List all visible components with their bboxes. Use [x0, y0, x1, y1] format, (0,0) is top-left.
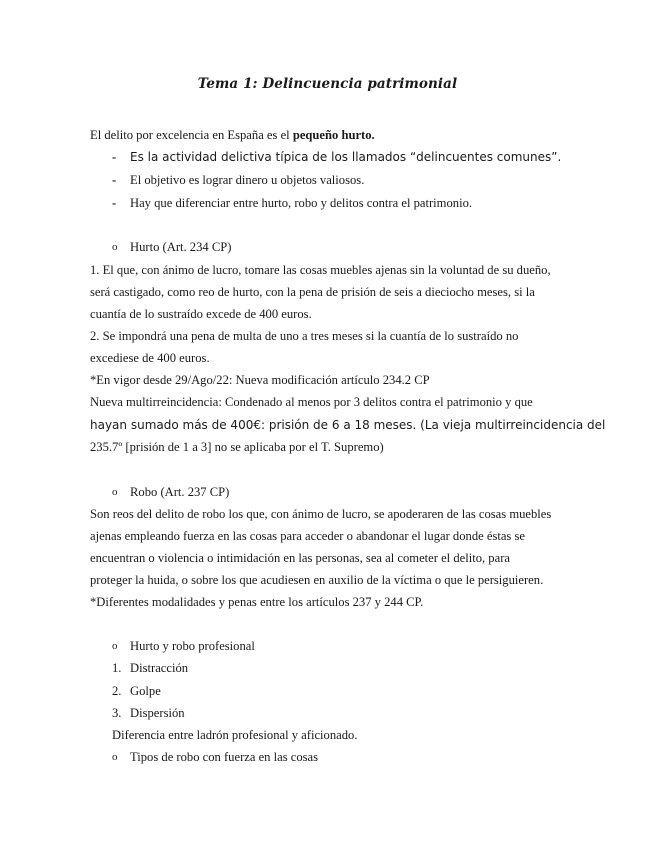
list-item-text: El objetivo es lograr dinero u objetos valiosos. — [130, 173, 365, 187]
intro-paragraph — [90, 124, 375, 146]
item-text: Dispersión — [130, 706, 185, 720]
item-number: 2. — [112, 684, 122, 698]
dash-bullet: - — [112, 173, 117, 187]
hurto-line-part: hayan sumado más de 400€: prisión de 6 a 18 meses. — [90, 418, 417, 432]
robo-line: *Diferentes modalidades y penas entre los artículos 237 y 244 CP. — [90, 595, 424, 609]
robo-line: ajenas empleando fuerza en las cosas para acceder o abandonar el lugar donde éstas se — [90, 529, 525, 543]
dash-list-item — [112, 192, 632, 214]
hurto-line: excediese de 400 euros. — [90, 351, 210, 365]
circle-bullet: o — [112, 241, 118, 253]
section-heading-text: Tipos de robo con fuerza en las cosas — [130, 750, 319, 764]
list-item-text: Es la actividad delictiva típica de los llamados “delincuentes comunes”. — [130, 150, 562, 164]
hurto-line-mixed — [90, 414, 605, 436]
hurto-line: 1. El que, con ánimo de lucro, tomare las cosas muebles ajenas sin la voluntad de su dueño, — [90, 263, 551, 277]
hurto-line: Nueva multirreincidencia: Condenado al menos por 3 delitos contra el patrimonio y que — [90, 395, 533, 409]
robo-line: proteger la huida, o sobre los que acudiesen en auxilio de la víctima o que le persiguieren. — [90, 573, 544, 587]
circle-bullet: o — [112, 751, 118, 763]
hurto-line: 235.7º [prisión de 1 a 3] no se aplicaba por el T. Supremo) — [90, 440, 384, 454]
dash-bullet: - — [112, 150, 117, 164]
item-number: 1. — [112, 661, 122, 675]
dash-bullet: - — [112, 196, 117, 210]
item-number: 3. — [112, 706, 122, 720]
circle-bullet: o — [112, 640, 118, 652]
profesional-note: Diferencia entre ladrón profesional y aficionado. — [112, 728, 358, 742]
hurto-line-part: (La vieja multirreincidencia del — [416, 418, 606, 432]
intro-bold-text: pequeño hurto. — [292, 128, 375, 142]
item-text: Distracción — [130, 661, 189, 675]
section-heading-text: Hurto (Art. 234 CP) — [130, 240, 232, 254]
item-text: Golpe — [130, 684, 161, 698]
page-title: Tema 1: Delincuencia patrimonial — [197, 76, 458, 92]
hurto-line: 2. Se impondrá una pena de multa de uno a tres meses si la cuantía de lo sustraído no — [90, 329, 519, 343]
section-heading-text: Robo (Art. 237 CP) — [130, 485, 230, 499]
hurto-line: cuantía de lo sustraído excede de 400 euros. — [90, 307, 312, 321]
section-heading-text: Hurto y robo profesional — [130, 639, 255, 653]
hurto-line: *En vigor desde 29/Ago/22: Nueva modificación artículo 234.2 CP — [90, 373, 430, 387]
dash-list-item — [112, 169, 632, 191]
dash-list-item — [112, 146, 632, 168]
robo-line: Son reos del delito de robo los que, con ánimo de lucro, se apoderaren de las cosas muebles — [90, 507, 552, 521]
list-item-text: Hay que diferenciar entre hurto, robo y delitos contra el patrimonio. — [130, 196, 473, 210]
circle-bullet: o — [112, 486, 118, 498]
robo-line: encuentran o violencia o intimidación en las personas, sea al cometer el delito, para — [90, 551, 510, 565]
hurto-line: será castigado, como reo de hurto, con la pena de prisión de seis a dieciocho meses, si la — [90, 285, 535, 299]
intro-text: El delito por excelencia en España es el — [90, 128, 293, 142]
